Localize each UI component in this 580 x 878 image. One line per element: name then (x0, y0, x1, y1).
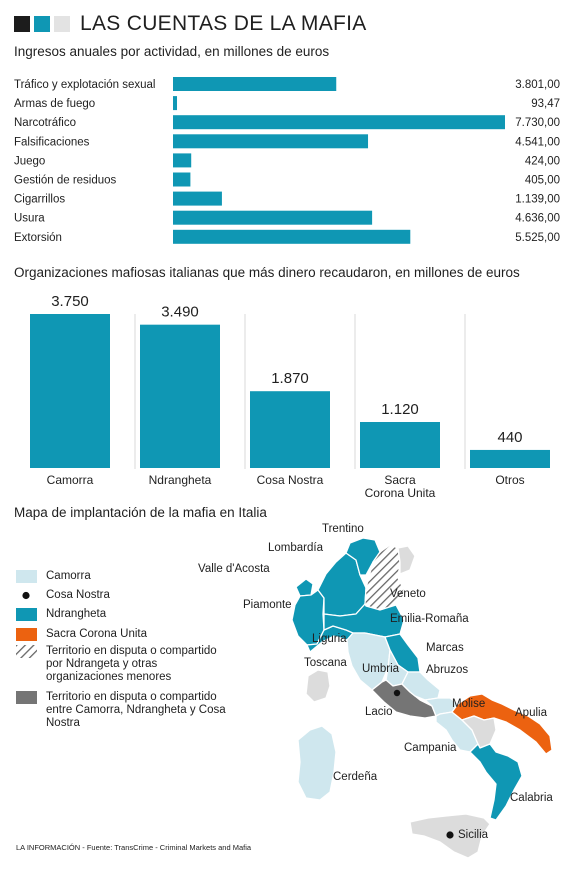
region-friuli (398, 546, 415, 574)
orgs-column-chart (0, 284, 580, 504)
category-label: Usura (14, 212, 45, 225)
value-label: 440 (497, 428, 523, 446)
value-label: 5.525,00 (515, 231, 560, 244)
dot-swatch (16, 589, 37, 602)
category-label: Otros (495, 473, 525, 487)
income-bar (173, 134, 368, 148)
region-label: Lombardía (268, 542, 323, 554)
value-label: 3.750 (51, 293, 89, 310)
value-label: 405,00 (524, 174, 560, 187)
ndrangheta-swatch (16, 608, 37, 621)
legend-label: Sacra Corona Unita (46, 628, 147, 640)
camorra-swatch (16, 570, 37, 583)
region-label: Campania (404, 742, 457, 754)
value-label: 1.870 (271, 370, 309, 388)
cosa-nostra-dot-sicilia (446, 831, 453, 838)
legend-item-hatch (16, 645, 236, 691)
hatch-swatch (16, 645, 37, 658)
region-cerdena (298, 726, 336, 800)
income-bar (173, 96, 177, 110)
region-label: Cerdeña (333, 771, 378, 783)
value-label: 1.139,00 (515, 193, 560, 206)
legend-label: Territorio en disputa o compartido por Ndrangeta y otras organizaciones menores (46, 645, 217, 683)
category-label: Cosa Nostra (256, 473, 324, 487)
income-bar-chart (0, 74, 580, 254)
value-label: 93,47 (531, 98, 560, 111)
value-label: 1.120 (381, 401, 419, 419)
value-label: 7.730,00 (515, 117, 560, 130)
income-bar (173, 211, 372, 225)
map-title: Mapa de implantación de la mafia en Italia (14, 505, 267, 520)
legend-label: Cosa Nostra (46, 589, 110, 601)
header-square-grey (54, 16, 70, 32)
category-label: Camorra (46, 473, 94, 487)
legend-item-mixed (16, 691, 236, 733)
region-label: Trentino (322, 523, 364, 535)
region-label: Abruzos (426, 664, 469, 676)
region-label: Lacio (365, 706, 393, 718)
category-label: Narcotráfico (14, 117, 76, 130)
org-bar (140, 325, 220, 468)
region-label: Liguria (312, 633, 347, 645)
value-label: 3.490 (161, 303, 199, 321)
region-calabria (470, 744, 522, 820)
category-label: Cigarrillos (14, 193, 66, 206)
category-label: Extorsión (14, 231, 62, 244)
org-bar (250, 391, 330, 468)
category-label: Corona Unita (364, 486, 436, 500)
org-bar (470, 450, 550, 468)
legend-item-ndrangheta (16, 608, 236, 628)
header-square-blue (34, 16, 50, 32)
org-bar (30, 314, 110, 468)
income-bar (173, 192, 222, 206)
region-label: Marcas (426, 642, 464, 654)
region-label: Toscana (304, 657, 347, 669)
category-label: Juego (14, 155, 46, 168)
income-bar (173, 230, 410, 244)
category-label: Tráfico y explotación sexual (14, 79, 156, 91)
header (14, 10, 367, 38)
region-label: Calabria (510, 792, 553, 804)
page-title: LAS CUENTAS DE LA MAFIA (80, 12, 367, 35)
region-valle-aosta (296, 579, 313, 596)
legend-item-cosa-nostra (16, 589, 236, 608)
income-chart-title: Ingresos anuales por actividad, en millones de euros (14, 44, 330, 59)
legend-item-camorra (16, 570, 236, 589)
legend-label: Camorra (46, 570, 91, 582)
region-label: Molise (452, 698, 486, 710)
category-label: Armas de fuego (14, 98, 96, 111)
value-label: 424,00 (524, 155, 560, 168)
income-bar (173, 77, 336, 91)
region-corsica (306, 670, 330, 702)
region-label: Apulia (515, 707, 547, 719)
header-square-dark (14, 16, 30, 32)
income-bar (173, 173, 190, 187)
region-label: Umbria (362, 663, 400, 675)
org-bar (360, 422, 440, 468)
category-label: Ndrangheta (148, 473, 212, 487)
category-label: Gestión de residuos (14, 174, 117, 187)
income-bar (173, 115, 505, 129)
cosa-nostra-dot-lacio (394, 690, 400, 696)
region-label: Valle d'Acosta (198, 563, 270, 575)
region-label: Piamonte (243, 599, 292, 611)
value-label: 4.636,00 (515, 212, 560, 225)
orgs-chart-title: Organizaciones mafiosas italianas que más dinero recaudaron, en millones de euros (14, 265, 520, 280)
category-label: Falsificaciones (14, 136, 90, 149)
map-legend (16, 570, 236, 733)
region-label: Sicilia (458, 829, 489, 841)
value-label: 3.801,00 (515, 79, 560, 91)
sacra-swatch (16, 628, 37, 641)
legend-item-sacra (16, 628, 236, 645)
legend-label: Ndrangheta (46, 608, 107, 620)
legend-label: Territorio en disputa o compartido entre Camorra, Ndrangheta y Cosa Nostra (46, 691, 226, 729)
region-label: Emilia-Romaña (390, 613, 469, 625)
region-label: Veneto (390, 588, 426, 600)
income-bar (173, 153, 191, 167)
footer-source: LA INFORMACIÓN - Fuente: TransCrime - Criminal Markets and Mafia (16, 843, 252, 852)
value-label: 4.541,00 (515, 136, 560, 149)
category-label: Sacra (384, 473, 416, 487)
mixed-swatch (16, 691, 37, 704)
